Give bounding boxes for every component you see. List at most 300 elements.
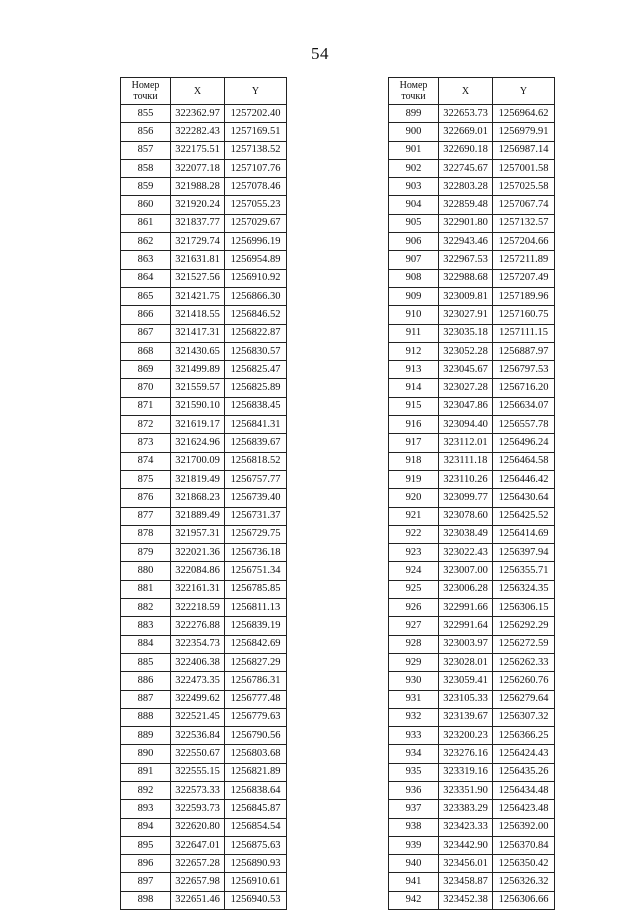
y-coordinate-cell: 1257160.75	[493, 306, 555, 324]
y-coordinate-cell: 1256890.93	[225, 855, 287, 873]
y-coordinate-cell: 1256845.87	[225, 800, 287, 818]
point-number-cell: 892	[121, 781, 171, 799]
y-coordinate-cell: 1256811.13	[225, 599, 287, 617]
x-coordinate-cell: 322690.18	[439, 141, 493, 159]
x-coordinate-cell: 323028.01	[439, 653, 493, 671]
x-coordinate-cell: 323078.60	[439, 507, 493, 525]
x-coordinate-cell: 321421.75	[171, 287, 225, 305]
y-coordinate-cell: 1256830.57	[225, 342, 287, 360]
point-number-cell: 864	[121, 269, 171, 287]
y-coordinate-cell: 1256326.32	[493, 873, 555, 891]
point-number-cell: 923	[389, 544, 439, 562]
point-number-cell: 895	[121, 836, 171, 854]
table-row	[389, 891, 555, 909]
y-coordinate-cell: 1256875.63	[225, 836, 287, 854]
x-coordinate-cell: 322943.46	[439, 233, 493, 251]
y-coordinate-cell: 1256370.84	[493, 836, 555, 854]
x-coordinate-cell: 323045.67	[439, 361, 493, 379]
y-coordinate-cell: 1257067.74	[493, 196, 555, 214]
y-coordinate-cell: 1256839.67	[225, 434, 287, 452]
point-number-cell: 885	[121, 653, 171, 671]
header-point-number-line2: точки	[133, 91, 158, 102]
x-coordinate-cell: 322593.73	[171, 800, 225, 818]
point-number-cell: 938	[389, 818, 439, 836]
table-row	[121, 379, 287, 397]
x-coordinate-cell: 322021.36	[171, 544, 225, 562]
y-coordinate-cell: 1256797.53	[493, 361, 555, 379]
x-coordinate-cell: 322573.33	[171, 781, 225, 799]
y-coordinate-cell: 1256279.64	[493, 690, 555, 708]
x-coordinate-cell: 322499.62	[171, 690, 225, 708]
table-row	[121, 141, 287, 159]
y-coordinate-cell: 1256757.77	[225, 470, 287, 488]
y-coordinate-cell: 1256790.56	[225, 727, 287, 745]
table-row	[389, 306, 555, 324]
coordinates-table-left	[120, 77, 287, 910]
point-number-cell: 886	[121, 672, 171, 690]
table-row	[389, 269, 555, 287]
table-row	[389, 544, 555, 562]
x-coordinate-cell: 321417.31	[171, 324, 225, 342]
y-coordinate-cell: 1257202.40	[225, 105, 287, 123]
header-y: Y	[493, 78, 555, 105]
table-row	[389, 342, 555, 360]
y-coordinate-cell: 1256272.59	[493, 635, 555, 653]
y-coordinate-cell: 1256414.69	[493, 525, 555, 543]
y-coordinate-cell: 1256306.66	[493, 891, 555, 909]
table-row	[121, 544, 287, 562]
table-row	[121, 159, 287, 177]
table-row	[389, 324, 555, 342]
point-number-cell: 875	[121, 470, 171, 488]
y-coordinate-cell: 1256292.29	[493, 617, 555, 635]
point-number-cell: 857	[121, 141, 171, 159]
y-coordinate-cell: 1257207.49	[493, 269, 555, 287]
y-coordinate-cell: 1256979.91	[493, 123, 555, 141]
table-row	[121, 123, 287, 141]
table-row	[121, 562, 287, 580]
y-coordinate-cell: 1256306.15	[493, 599, 555, 617]
table-row	[121, 818, 287, 836]
x-coordinate-cell: 321868.23	[171, 489, 225, 507]
y-coordinate-cell: 1257111.15	[493, 324, 555, 342]
point-number-cell: 922	[389, 525, 439, 543]
point-number-cell: 865	[121, 287, 171, 305]
point-number-cell: 921	[389, 507, 439, 525]
y-coordinate-cell: 1256838.45	[225, 397, 287, 415]
point-number-cell: 918	[389, 452, 439, 470]
header-point-number	[121, 78, 171, 105]
table-row	[121, 507, 287, 525]
point-number-cell: 869	[121, 361, 171, 379]
y-coordinate-cell: 1256786.31	[225, 672, 287, 690]
y-coordinate-cell: 1257211.89	[493, 251, 555, 269]
table-row	[389, 361, 555, 379]
y-coordinate-cell: 1256424.43	[493, 745, 555, 763]
table-row	[121, 836, 287, 854]
point-number-cell: 879	[121, 544, 171, 562]
point-number-cell: 932	[389, 708, 439, 726]
y-coordinate-cell: 1256262.33	[493, 653, 555, 671]
y-coordinate-cell: 1256821.89	[225, 763, 287, 781]
y-coordinate-cell: 1256731.37	[225, 507, 287, 525]
table-row	[121, 855, 287, 873]
point-number-cell: 888	[121, 708, 171, 726]
x-coordinate-cell: 321559.57	[171, 379, 225, 397]
table-row	[389, 599, 555, 617]
point-number-cell: 855	[121, 105, 171, 123]
x-coordinate-cell: 323423.33	[439, 818, 493, 836]
table-row	[121, 214, 287, 232]
point-number-cell: 901	[389, 141, 439, 159]
table-row	[121, 178, 287, 196]
point-number-cell: 936	[389, 781, 439, 799]
y-coordinate-cell: 1256423.48	[493, 800, 555, 818]
table-row	[121, 672, 287, 690]
point-number-cell: 867	[121, 324, 171, 342]
y-coordinate-cell: 1257132.57	[493, 214, 555, 232]
table-row	[389, 105, 555, 123]
point-number-cell: 940	[389, 855, 439, 873]
table-row	[389, 873, 555, 891]
x-coordinate-cell: 321837.77	[171, 214, 225, 232]
point-number-cell: 904	[389, 196, 439, 214]
x-coordinate-cell: 323105.33	[439, 690, 493, 708]
table-row	[121, 763, 287, 781]
x-coordinate-cell: 322536.84	[171, 727, 225, 745]
x-coordinate-cell: 323111.18	[439, 452, 493, 470]
x-coordinate-cell: 322991.66	[439, 599, 493, 617]
y-coordinate-cell: 1256954.89	[225, 251, 287, 269]
header-point-number-line2: точки	[401, 91, 426, 102]
table-row	[389, 287, 555, 305]
table-row	[121, 653, 287, 671]
x-coordinate-cell: 322901.80	[439, 214, 493, 232]
point-number-cell: 887	[121, 690, 171, 708]
coordinates-table-right	[388, 77, 555, 910]
point-number-cell: 926	[389, 599, 439, 617]
point-number-cell: 934	[389, 745, 439, 763]
y-coordinate-cell: 1256777.48	[225, 690, 287, 708]
y-coordinate-cell: 1256827.29	[225, 653, 287, 671]
table-row	[389, 617, 555, 635]
table-row	[121, 617, 287, 635]
x-coordinate-cell: 321988.28	[171, 178, 225, 196]
point-number-cell: 896	[121, 855, 171, 873]
table-row	[121, 287, 287, 305]
table-row	[389, 507, 555, 525]
x-coordinate-cell: 321418.55	[171, 306, 225, 324]
y-coordinate-cell: 1256818.52	[225, 452, 287, 470]
table-row	[121, 781, 287, 799]
table-row	[389, 855, 555, 873]
y-coordinate-cell: 1257025.58	[493, 178, 555, 196]
table-row	[389, 379, 555, 397]
x-coordinate-cell: 322745.67	[439, 159, 493, 177]
table-row	[389, 470, 555, 488]
y-coordinate-cell: 1257029.67	[225, 214, 287, 232]
table-row	[121, 342, 287, 360]
x-coordinate-cell: 322406.38	[171, 653, 225, 671]
table-row	[389, 781, 555, 799]
x-coordinate-cell: 322647.01	[171, 836, 225, 854]
point-number-cell: 905	[389, 214, 439, 232]
y-coordinate-cell: 1256557.78	[493, 416, 555, 434]
point-number-cell: 915	[389, 397, 439, 415]
y-coordinate-cell: 1256838.64	[225, 781, 287, 799]
point-number-cell: 881	[121, 580, 171, 598]
table-row	[389, 800, 555, 818]
point-number-cell: 942	[389, 891, 439, 909]
x-coordinate-cell: 323035.18	[439, 324, 493, 342]
x-coordinate-cell: 321729.74	[171, 233, 225, 251]
x-coordinate-cell: 322473.35	[171, 672, 225, 690]
x-coordinate-cell: 323351.90	[439, 781, 493, 799]
y-coordinate-cell: 1256446.42	[493, 470, 555, 488]
y-coordinate-cell: 1256324.35	[493, 580, 555, 598]
point-number-cell: 937	[389, 800, 439, 818]
y-coordinate-cell: 1256634.07	[493, 397, 555, 415]
x-coordinate-cell: 323456.01	[439, 855, 493, 873]
y-coordinate-cell: 1256839.19	[225, 617, 287, 635]
table-header-row	[121, 78, 287, 105]
table-row	[389, 196, 555, 214]
y-coordinate-cell: 1256435.26	[493, 763, 555, 781]
table-row	[121, 635, 287, 653]
y-coordinate-cell: 1256940.53	[225, 891, 287, 909]
point-number-cell: 900	[389, 123, 439, 141]
point-number-cell: 858	[121, 159, 171, 177]
x-coordinate-cell: 322859.48	[439, 196, 493, 214]
point-number-cell: 909	[389, 287, 439, 305]
x-coordinate-cell: 322803.28	[439, 178, 493, 196]
point-number-cell: 863	[121, 251, 171, 269]
y-coordinate-cell: 1256779.63	[225, 708, 287, 726]
point-number-cell: 883	[121, 617, 171, 635]
y-coordinate-cell: 1256736.18	[225, 544, 287, 562]
y-coordinate-cell: 1257078.46	[225, 178, 287, 196]
x-coordinate-cell: 323027.91	[439, 306, 493, 324]
x-coordinate-cell: 323110.26	[439, 470, 493, 488]
point-number-cell: 941	[389, 873, 439, 891]
y-coordinate-cell: 1256307.32	[493, 708, 555, 726]
point-number-cell: 862	[121, 233, 171, 251]
point-number-cell: 919	[389, 470, 439, 488]
point-number-cell: 910	[389, 306, 439, 324]
point-number-cell: 930	[389, 672, 439, 690]
point-number-cell: 873	[121, 434, 171, 452]
point-number-cell: 925	[389, 580, 439, 598]
point-number-cell: 880	[121, 562, 171, 580]
table-row	[389, 214, 555, 232]
x-coordinate-cell: 322084.86	[171, 562, 225, 580]
point-number-cell: 912	[389, 342, 439, 360]
point-number-cell: 870	[121, 379, 171, 397]
y-coordinate-cell: 1256822.87	[225, 324, 287, 342]
point-number-cell: 933	[389, 727, 439, 745]
y-coordinate-cell: 1257138.52	[225, 141, 287, 159]
y-coordinate-cell: 1256729.75	[225, 525, 287, 543]
table-row	[389, 159, 555, 177]
table-row	[121, 361, 287, 379]
y-coordinate-cell: 1256854.54	[225, 818, 287, 836]
y-coordinate-cell: 1257055.23	[225, 196, 287, 214]
y-coordinate-cell: 1256987.14	[493, 141, 555, 159]
x-coordinate-cell: 322218.59	[171, 599, 225, 617]
point-number-cell: 872	[121, 416, 171, 434]
x-coordinate-cell: 322521.45	[171, 708, 225, 726]
x-coordinate-cell: 323112.01	[439, 434, 493, 452]
x-coordinate-cell: 321631.81	[171, 251, 225, 269]
x-coordinate-cell: 323022.43	[439, 544, 493, 562]
point-number-cell: 935	[389, 763, 439, 781]
point-number-cell: 907	[389, 251, 439, 269]
y-coordinate-cell: 1256846.52	[225, 306, 287, 324]
y-coordinate-cell: 1256751.34	[225, 562, 287, 580]
y-coordinate-cell: 1256785.85	[225, 580, 287, 598]
table-row	[121, 599, 287, 617]
table-row	[121, 196, 287, 214]
x-coordinate-cell: 322550.67	[171, 745, 225, 763]
point-number-cell: 889	[121, 727, 171, 745]
point-number-cell: 874	[121, 452, 171, 470]
table-row	[121, 690, 287, 708]
x-coordinate-cell: 321819.49	[171, 470, 225, 488]
point-number-cell: 927	[389, 617, 439, 635]
x-coordinate-cell: 322657.98	[171, 873, 225, 891]
table-row	[389, 836, 555, 854]
x-coordinate-cell: 322077.18	[171, 159, 225, 177]
x-coordinate-cell: 321499.89	[171, 361, 225, 379]
x-coordinate-cell: 323383.29	[439, 800, 493, 818]
x-coordinate-cell: 322967.53	[439, 251, 493, 269]
header-point-number-line1: Номер	[131, 80, 160, 91]
point-number-cell: 899	[389, 105, 439, 123]
table-row	[389, 251, 555, 269]
table-row	[389, 452, 555, 470]
x-coordinate-cell: 322175.51	[171, 141, 225, 159]
header-x: X	[439, 78, 493, 105]
y-coordinate-cell: 1256825.47	[225, 361, 287, 379]
table-row	[389, 562, 555, 580]
page-number: 54	[311, 44, 329, 63]
x-coordinate-cell: 323139.67	[439, 708, 493, 726]
x-coordinate-cell: 323007.00	[439, 562, 493, 580]
y-coordinate-cell: 1256496.24	[493, 434, 555, 452]
x-coordinate-cell: 323009.81	[439, 287, 493, 305]
y-coordinate-cell: 1256841.31	[225, 416, 287, 434]
header-point-number	[389, 78, 439, 105]
point-number-cell: 871	[121, 397, 171, 415]
x-coordinate-cell: 321624.96	[171, 434, 225, 452]
point-number-cell: 916	[389, 416, 439, 434]
point-number-cell: 893	[121, 800, 171, 818]
table-row	[121, 306, 287, 324]
y-coordinate-cell: 1256366.25	[493, 727, 555, 745]
table-row	[389, 489, 555, 507]
point-number-cell: 861	[121, 214, 171, 232]
y-coordinate-cell: 1256392.00	[493, 818, 555, 836]
table-row	[121, 324, 287, 342]
x-coordinate-cell: 323099.77	[439, 489, 493, 507]
x-coordinate-cell: 321430.65	[171, 342, 225, 360]
y-coordinate-cell: 1256910.92	[225, 269, 287, 287]
table-row	[121, 416, 287, 434]
point-number-cell: 884	[121, 635, 171, 653]
point-number-cell: 913	[389, 361, 439, 379]
table-row	[121, 489, 287, 507]
point-number-cell: 859	[121, 178, 171, 196]
point-number-cell: 920	[389, 489, 439, 507]
table-row	[389, 178, 555, 196]
x-coordinate-cell: 323003.97	[439, 635, 493, 653]
table-row	[389, 653, 555, 671]
header-x: X	[171, 78, 225, 105]
table-row	[389, 727, 555, 745]
y-coordinate-cell: 1256434.48	[493, 781, 555, 799]
x-coordinate-cell: 323452.38	[439, 891, 493, 909]
y-coordinate-cell: 1257169.51	[225, 123, 287, 141]
x-coordinate-cell: 322555.15	[171, 763, 225, 781]
x-coordinate-cell: 322161.31	[171, 580, 225, 598]
table-row	[389, 416, 555, 434]
table-row	[389, 580, 555, 598]
x-coordinate-cell: 322991.64	[439, 617, 493, 635]
x-coordinate-cell: 322669.01	[439, 123, 493, 141]
y-coordinate-cell: 1256355.71	[493, 562, 555, 580]
y-coordinate-cell: 1256464.58	[493, 452, 555, 470]
x-coordinate-cell: 321619.17	[171, 416, 225, 434]
point-number-cell: 877	[121, 507, 171, 525]
x-coordinate-cell: 322362.97	[171, 105, 225, 123]
y-coordinate-cell: 1256910.61	[225, 873, 287, 891]
y-coordinate-cell: 1256430.64	[493, 489, 555, 507]
table-row	[389, 123, 555, 141]
table-row	[121, 727, 287, 745]
table-row	[389, 434, 555, 452]
y-coordinate-cell: 1256996.19	[225, 233, 287, 251]
y-coordinate-cell: 1256842.69	[225, 635, 287, 653]
table-row	[121, 470, 287, 488]
point-number-cell: 908	[389, 269, 439, 287]
table-row	[389, 708, 555, 726]
point-number-cell: 897	[121, 873, 171, 891]
x-coordinate-cell: 322651.46	[171, 891, 225, 909]
y-coordinate-cell: 1257189.96	[493, 287, 555, 305]
x-coordinate-cell: 322276.88	[171, 617, 225, 635]
point-number-cell: 876	[121, 489, 171, 507]
table-row	[121, 891, 287, 909]
x-coordinate-cell: 323094.40	[439, 416, 493, 434]
y-coordinate-cell: 1257204.66	[493, 233, 555, 251]
y-coordinate-cell: 1256887.97	[493, 342, 555, 360]
table-row	[121, 434, 287, 452]
y-coordinate-cell: 1256260.76	[493, 672, 555, 690]
point-number-cell: 902	[389, 159, 439, 177]
y-coordinate-cell: 1256350.42	[493, 855, 555, 873]
y-coordinate-cell: 1256397.94	[493, 544, 555, 562]
y-coordinate-cell: 1256716.20	[493, 379, 555, 397]
x-coordinate-cell: 323038.49	[439, 525, 493, 543]
table-row	[389, 672, 555, 690]
x-coordinate-cell: 323442.90	[439, 836, 493, 854]
header-point-number-line1: Номер	[399, 80, 428, 91]
table-row	[389, 233, 555, 251]
table-row	[389, 141, 555, 159]
x-coordinate-cell: 322657.28	[171, 855, 225, 873]
point-number-cell: 917	[389, 434, 439, 452]
table-row	[389, 397, 555, 415]
